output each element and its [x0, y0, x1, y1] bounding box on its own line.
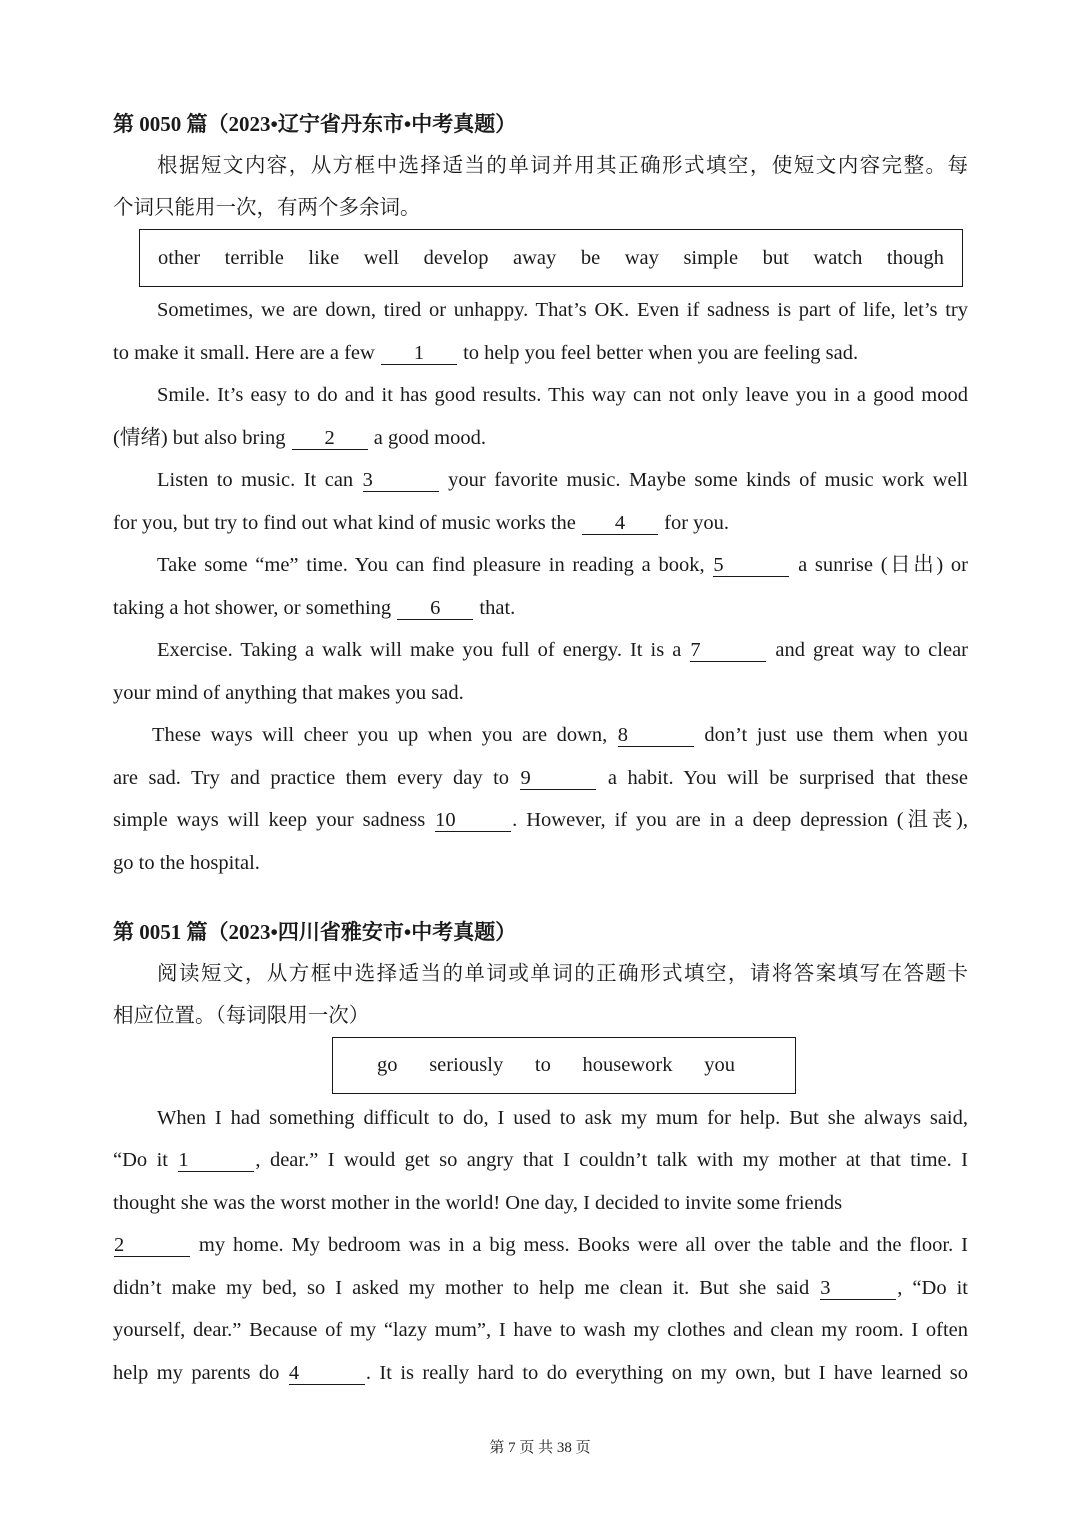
passage-text: Sometimes, we are down, tired or unhappy. That’s OK. Even if sadness is part of life, let’s try [157, 299, 968, 321]
passage-line [113, 1189, 968, 1217]
answer-blank[interactable]: 2 [114, 1234, 190, 1257]
section1-instruction-line1: 根据短文内容，从方框中选择适当的单词并用其正确形式填空，使短文内容完整。每 [157, 155, 968, 177]
word-box-option: well [363, 246, 400, 269]
answer-blank[interactable]: 6 [397, 597, 473, 620]
passage-text: your mind of anything that makes you sad. [113, 682, 464, 704]
answer-blank[interactable]: 3 [820, 1277, 896, 1300]
passage-text: These ways will cheer you up when you are down, [152, 724, 617, 746]
word-box-option: other [158, 246, 201, 269]
passage-line [113, 1231, 968, 1259]
answer-blank[interactable]: 4 [582, 512, 658, 535]
passage-text: taking a hot shower, or something [113, 597, 397, 619]
passage-text: are sad. Try and practice them every day to [113, 767, 520, 789]
passage-line [113, 849, 968, 877]
passage-text: to make it small. Here are a few [113, 342, 380, 364]
answer-blank[interactable]: 5 [713, 554, 789, 577]
passage-line [113, 339, 968, 367]
word-box-option: housework [582, 1054, 673, 1076]
passage-line [113, 1359, 968, 1387]
passage-text: simple ways will keep your sadness [113, 809, 435, 831]
answer-blank[interactable]: 3 [363, 469, 439, 492]
answer-blank[interactable]: 4 [289, 1362, 365, 1385]
page-footer: 第 7 页 共 38 页 [489, 1440, 591, 1456]
passage-line [113, 679, 968, 707]
word-box-option: but [762, 246, 789, 269]
passage-line [113, 721, 968, 749]
passage-text: your favorite music. Maybe some kinds of music work well [439, 469, 968, 491]
answer-blank[interactable]: 7 [690, 639, 766, 662]
section2-instruction-line2: 相应位置。（每词限用一次） [113, 1005, 370, 1027]
answer-blank[interactable]: 2 [292, 427, 368, 450]
passage-text: Listen to music. It can [157, 469, 362, 491]
passage-text: help my parents do [113, 1362, 288, 1384]
word-box-option: way [624, 246, 659, 269]
answer-blank[interactable]: 1 [381, 342, 457, 365]
passage-line [113, 594, 968, 622]
passage-text: “Do it [113, 1149, 178, 1171]
passage-text: go to the hospital. [113, 852, 260, 874]
passage-line [113, 381, 968, 409]
word-box-option: go [377, 1054, 398, 1076]
word-box-option: though [886, 246, 944, 269]
section2-word-box [332, 1037, 796, 1094]
passage-text: that. [474, 597, 516, 619]
passage-line [113, 509, 968, 537]
passage-line [113, 296, 968, 324]
passage-line [113, 1146, 968, 1174]
answer-blank[interactable]: 10 [435, 809, 511, 832]
passage-line [113, 1316, 968, 1344]
passage-text: to help you feel better when you are feeling sad. [457, 342, 859, 364]
passage-text: thought she was the worst mother in the world! One day, I decided to invite some friends [113, 1192, 843, 1214]
passage-line [113, 551, 968, 579]
passage-text: , “Do it [897, 1277, 968, 1299]
passage-text: (情绪) but also bring [113, 427, 291, 449]
word-box-option: simple [683, 246, 739, 269]
word-box-option: away [513, 246, 557, 269]
passage-text: didn’t make my bed, so I asked my mother to help me clean it. But she said [113, 1277, 820, 1299]
passage-text: don’t just use them when you [694, 724, 968, 746]
word-box-option: like [308, 246, 340, 269]
section1-instruction-line2: 个词只能用一次，有两个多余词。 [113, 197, 421, 219]
section1-word-box [139, 229, 963, 287]
passage-text: Take some “me” time. You can find pleasure in reading a book, [157, 554, 713, 576]
word-box-option: you [704, 1054, 735, 1076]
word-box-option: develop [423, 246, 489, 269]
passage-line [113, 424, 968, 452]
passage-text: a sunrise (日出) or [790, 554, 968, 576]
passage-text: Exercise. Taking a walk will make you full of energy. It is a [157, 639, 690, 661]
passage-text: my home. My bedroom was in a big mess. Books were all over the table and the floor. I [191, 1234, 968, 1256]
passage-text: and great way to clear [767, 639, 968, 661]
passage-text: , dear.” I would get so angry that I couldn’t talk with my mother at that time. I [255, 1149, 969, 1171]
passage-text: a good mood. [368, 427, 486, 449]
passage-text: . It is really hard to do everything on my own, but I have learned so [365, 1362, 968, 1384]
passage-line [113, 466, 968, 494]
passage-line [113, 1104, 968, 1132]
section1-heading: 第 0050 篇（2023•辽宁省丹东市•中考真题） [113, 112, 517, 136]
word-box-option: be [580, 246, 601, 269]
passage-text: for you, but try to find out what kind of music works the [113, 512, 582, 534]
passage-line [113, 636, 968, 664]
answer-blank[interactable]: 8 [618, 724, 694, 747]
word-box-option: terrible [224, 246, 284, 269]
passage-text: for you. [659, 512, 730, 534]
passage-text: a habit. You will be surprised that these [597, 767, 968, 789]
answer-blank[interactable]: 1 [178, 1149, 254, 1172]
passage-line [113, 806, 968, 834]
answer-blank[interactable]: 9 [520, 767, 596, 790]
word-box-option: watch [813, 246, 863, 269]
word-box-option: to [534, 1054, 551, 1076]
passage-line [113, 764, 968, 792]
word-box-option: seriously [429, 1054, 504, 1076]
passage-text: When I had something difficult to do, I used to ask my mum for help. But she always said, [157, 1107, 968, 1129]
passage-text: Smile. It’s easy to do and it has good results. This way can not only leave you in a good mood [157, 384, 968, 406]
passage-line [113, 1274, 968, 1302]
passage-text: yourself, dear.” Because of my “lazy mum”, I have to wash my clothes and clean my room. I often [113, 1319, 968, 1341]
section2-heading: 第 0051 篇（2023•四川省雅安市•中考真题） [113, 920, 517, 944]
passage-text: . However, if you are in a deep depression (沮丧), [512, 809, 968, 831]
section2-instruction-line1: 阅读短文，从方框中选择适当的单词或单词的正确形式填空，请将答案填写在答题卡 [157, 963, 968, 985]
